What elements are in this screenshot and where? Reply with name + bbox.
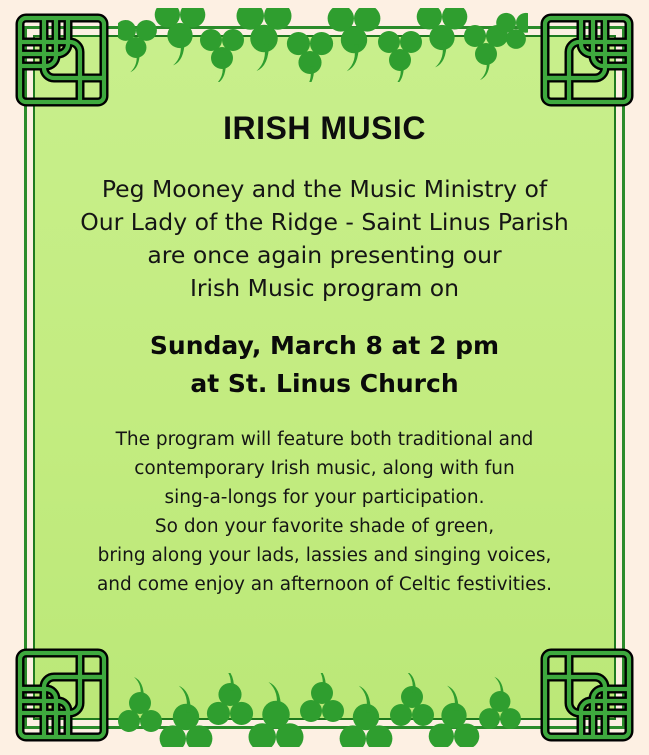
celtic-knot-icon — [535, 643, 639, 747]
description-line: The program will feature both traditional and — [115, 429, 534, 450]
description-line: and come enjoy an afternoon of Celtic festivities. — [96, 574, 553, 595]
celtic-knot-icon — [10, 643, 114, 747]
description-line: sing-a-longs for your participation. — [164, 487, 485, 508]
intro-line: Irish Music program on — [189, 274, 460, 302]
event-details — [60, 327, 589, 403]
event-location: at St. Linus Church — [190, 369, 459, 398]
description-line: contemporary Irish music, along with fun — [134, 458, 515, 479]
page-title: IRISH MUSIC — [223, 110, 426, 146]
shamrock-band-bottom — [118, 673, 528, 747]
event-datetime: Sunday, March 8 at 2 pm — [149, 331, 500, 360]
description-line: bring along your lads, lassies and singing voices, — [97, 545, 552, 566]
intro-line: Our Lady of the Ridge - Saint Linus Parish — [80, 208, 569, 236]
intro-paragraph — [60, 173, 589, 305]
intro-line: Peg Mooney and the Music Ministry of — [101, 175, 548, 203]
description-paragraph — [60, 425, 589, 599]
description-line: So don your favorite shade of green, — [154, 516, 495, 537]
celtic-knot-icon — [535, 8, 639, 112]
intro-line: are once again presenting our — [147, 241, 502, 269]
celtic-knot-icon — [10, 8, 114, 112]
shamrock-band-top — [118, 8, 528, 82]
flyer-content — [60, 110, 589, 599]
